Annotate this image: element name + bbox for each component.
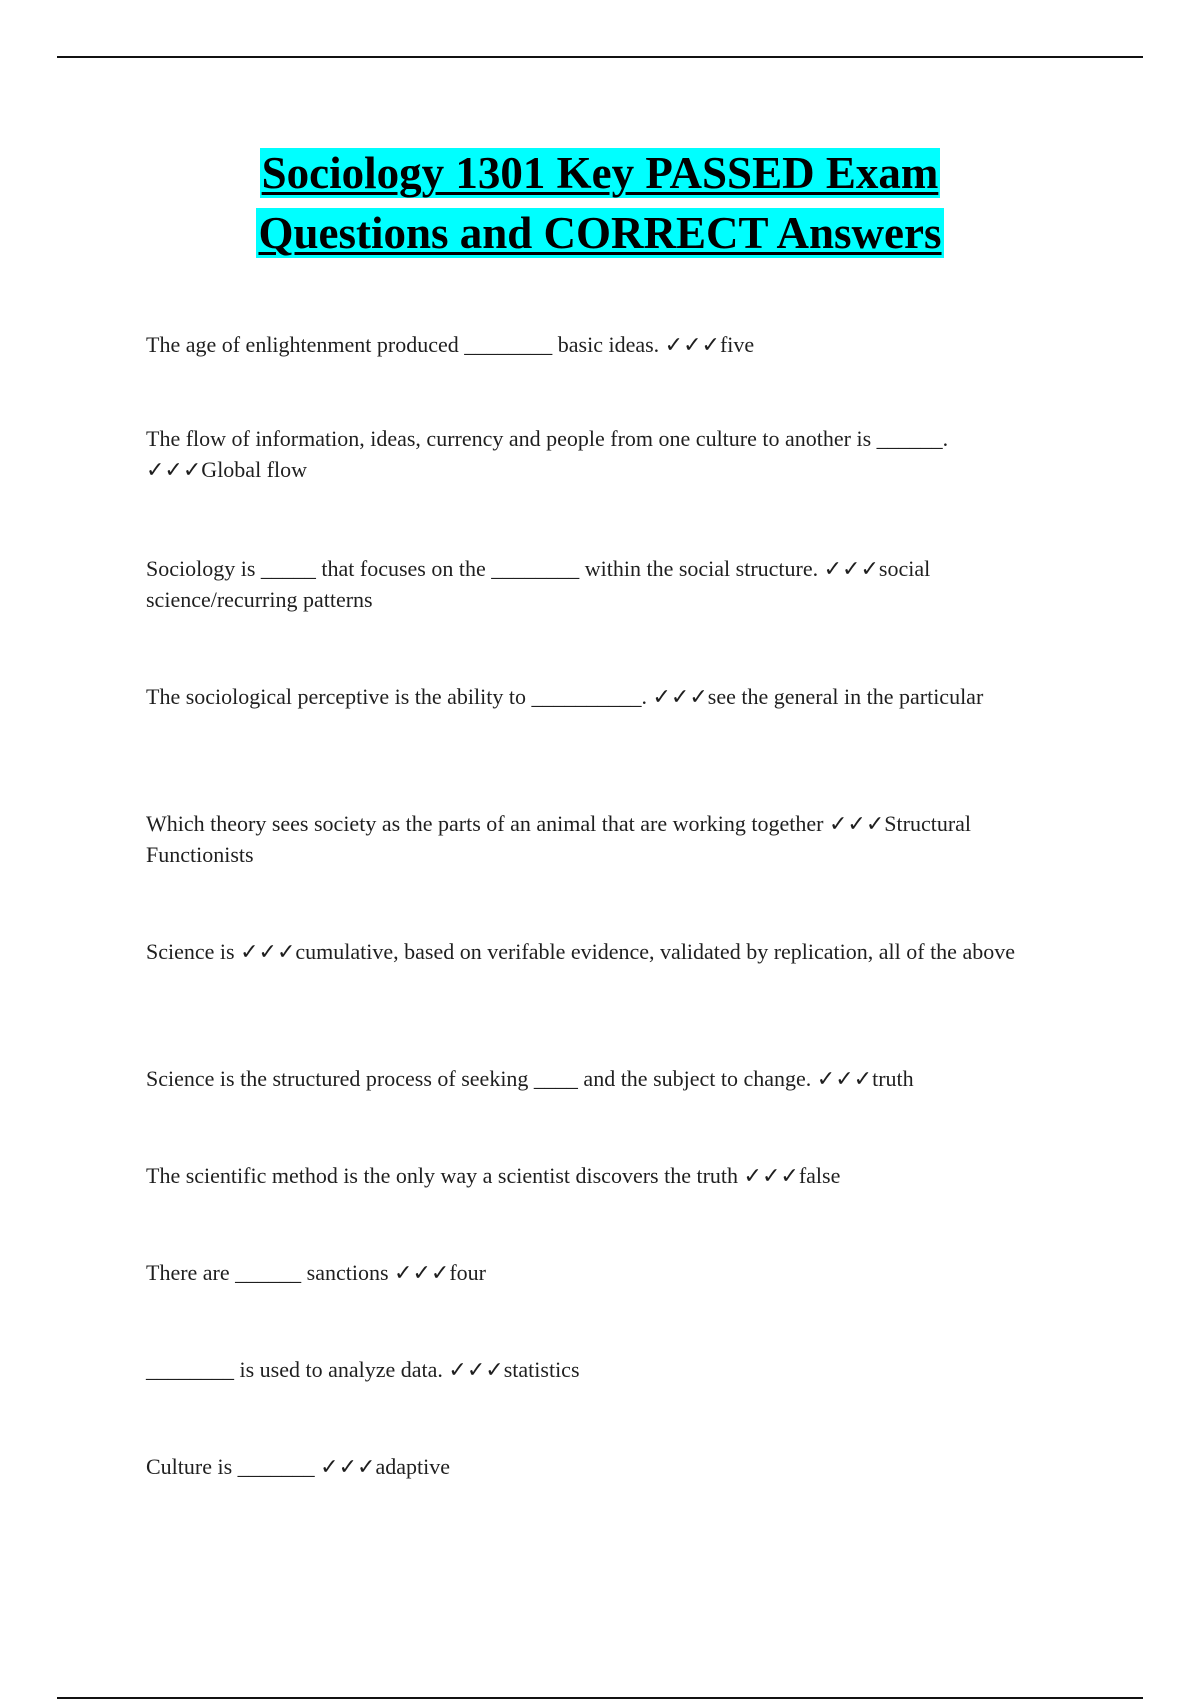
question-2: The flow of information, ideas, currency and people from one culture to another is ______. ✓✓✓Global flow (146, 426, 949, 482)
question-10: ________ is used to analyze data. ✓✓✓statistics (146, 1357, 580, 1382)
question-3: Sociology is _____ that focuses on the ________ within the social structure. ✓✓✓social science/recurring patterns (146, 556, 931, 612)
question-6: Science is ✓✓✓cumulative, based on verifable evidence, validated by replication, all of the above (146, 939, 1015, 964)
document-title (0, 143, 1200, 263)
title-line-2: Questions and CORRECT Answers (258, 208, 942, 258)
question-7: Science is the structured process of seeking ____ and the subject to change. ✓✓✓truth (146, 1066, 914, 1091)
question-9: There are ______ sanctions ✓✓✓four (146, 1260, 486, 1285)
title-text (256, 148, 943, 258)
header-rule (57, 56, 1143, 58)
question-5: Which theory sees society as the parts of an animal that are working together ✓✓✓Structural Functionists (146, 811, 972, 867)
question-11: Culture is _______ ✓✓✓adaptive (146, 1454, 450, 1479)
question-4: The sociological perceptive is the ability to __________. ✓✓✓see the general in the particular (146, 684, 984, 709)
title-line-1: Sociology 1301 Key PASSED Exam (261, 148, 939, 198)
question-8: The scientific method is the only way a scientist discovers the truth ✓✓✓false (146, 1163, 841, 1188)
question-1: The age of enlightenment produced ________ basic ideas. ✓✓✓five (146, 332, 755, 357)
footer-rule (57, 1697, 1143, 1699)
